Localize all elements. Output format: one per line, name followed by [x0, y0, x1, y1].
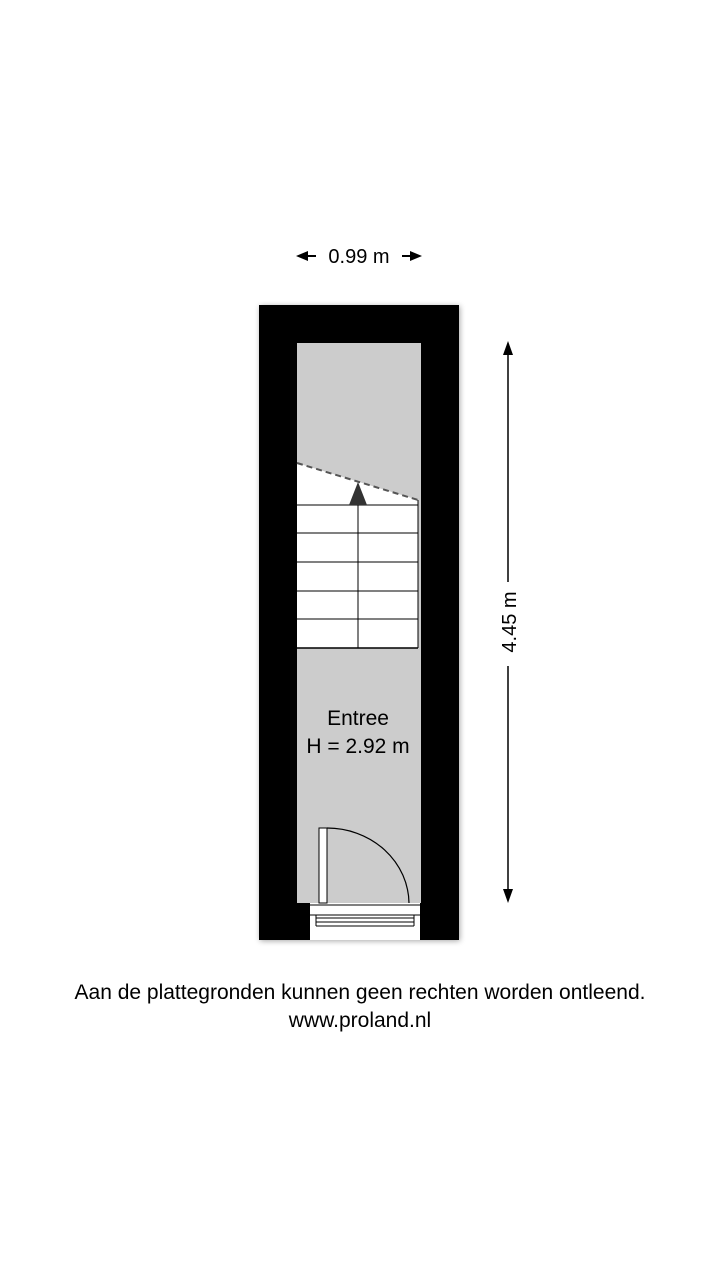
disclaimer-text: Aan de plattegronden kunnen geen rechten worden ontleend.: [74, 981, 646, 1004]
width-arrow-right-icon: [410, 251, 422, 261]
width-arrow-left-icon: [296, 251, 308, 261]
room-name: Entree: [327, 707, 389, 730]
length-arrow-bottom-icon: [503, 889, 513, 903]
length-dimension: [499, 341, 521, 903]
width-dimension: [296, 246, 422, 268]
website-link[interactable]: www.proland.nl: [288, 1009, 432, 1032]
width-dimension-label: 0.99 m: [328, 246, 390, 268]
length-dimension-label: 4.45 m: [499, 591, 521, 653]
room-height: H = 2.92 m: [306, 735, 410, 758]
